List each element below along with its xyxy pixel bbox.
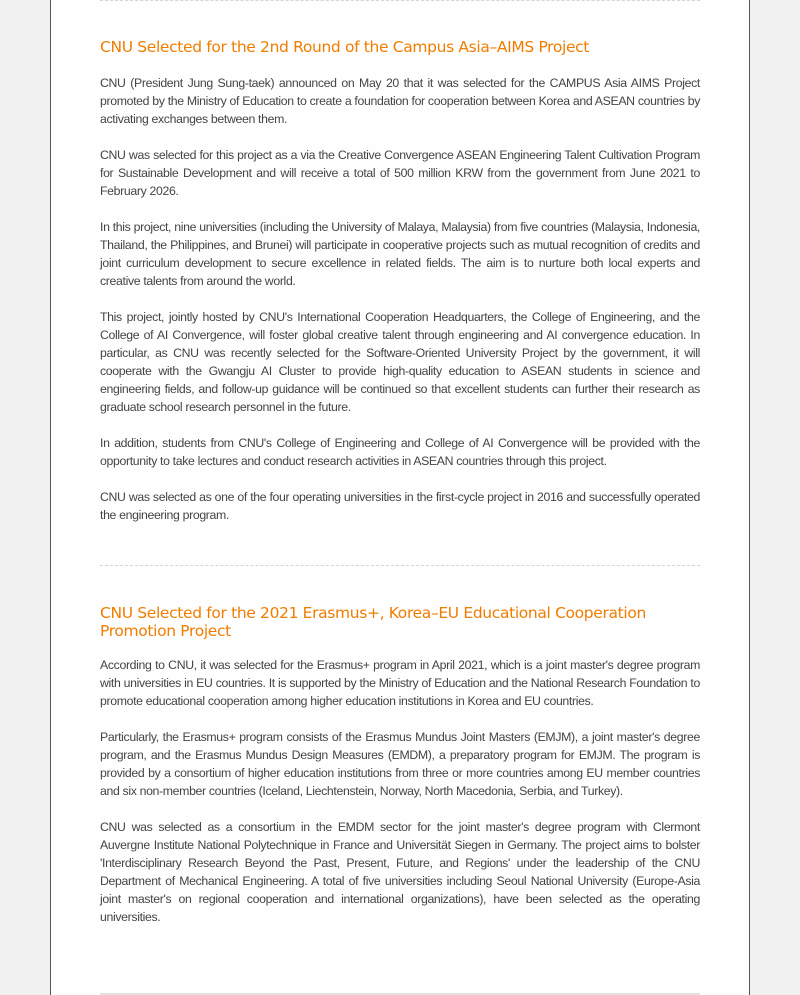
article-paragraph: In this project, nine universities (including the University of Malaya, Malaysia) from five countries (Malaysia, Indonesia, Thailand, the Philippines, and Brunei) will participate in cooperative projects such as mutual recognition of credits and joint curriculum development to secure excellence in related fields. The aim is to nurture both local experts and creative talents from around the world. <box>100 220 700 288</box>
content-panel <box>50 0 750 995</box>
section-divider <box>100 565 700 566</box>
section-divider <box>100 0 700 1</box>
article-title: CNU Selected for the 2021 Erasmus+, Korea–EU Educational Cooperation Promotion Project <box>100 604 646 640</box>
article-erasmus <box>100 604 700 944</box>
article-paragraph: According to CNU, it was selected for the Erasmus+ program in April 2021, which is a joint master's degree program with universities in EU countries. It is supported by the Ministry of Education and the National Research Foundation to promote educational cooperation among higher education institutions in Korea and EU countries. <box>100 658 700 708</box>
article-paragraph: CNU was selected for this project as a via the Creative Convergence ASEAN Engineering Talent Cultivation Program for Sustainable Development and will receive a total of 500 million KRW from the government from June 2021 to February 2026. <box>100 148 700 198</box>
article-paragraph: CNU was selected as a consortium in the EMDM sector for the joint master's degree program with Clermont Auvergne Institute National Polytechnique in France and Universität Siegen in Germany. The project aims to bolster 'Interdisciplinary Research Beyond the Past, Present, Future, and Regions' under the leadership of the CNU Department of Mechanical Engineering. A total of five universities including Seoul National University (Europe-Asia joint master's on regional cooperation and international organizations), have been selected as the operating universities. <box>100 820 700 924</box>
article-paragraph: In addition, students from CNU's College of Engineering and College of AI Convergence will be provided with the opportunity to take lectures and conduct research activities in ASEAN countries through this project. <box>100 436 700 468</box>
article-paragraph: Particularly, the Erasmus+ program consists of the Erasmus Mundus Joint Masters (EMJM), a joint master's degree program, and the Erasmus Mundus Design Measures (EMDM), a preparatory program for EMJM. The program is provided by a consortium of higher education institutions from three or more countries among EU member countries and six non-member countries (Iceland, Liechtenstein, Norway, North Macedonia, Serbia, and Turkey). <box>100 730 700 798</box>
article-campus-asia <box>100 38 700 542</box>
article-paragraph: CNU was selected as one of the four operating universities in the first-cycle project in 2016 and successfully operated the engineering program. <box>100 490 700 522</box>
article-title: CNU Selected for the 2nd Round of the Campus Asia–AIMS Project <box>100 38 590 56</box>
article-paragraph: This project, jointly hosted by CNU's International Cooperation Headquarters, the College of Engineering, and the College of AI Convergence, will foster global creative talent through engineering and AI convergence education. In particular, as CNU was recently selected for the Software-Oriented University Project by the government, it will cooperate with the Gwangju AI Cluster to provide high-quality education to ASEAN students in science and engineering fields, and follow-up guidance will be continued so that excellent students can further their research as graduate school research personnel in the future. <box>100 310 700 414</box>
article-paragraph: CNU (President Jung Sung-taek) announced on May 20 that it was selected for the CAMPUS Asia AIMS Project promoted by the Ministry of Education to create a foundation for cooperation between Korea and ASEAN countries by activating exchanges between them. <box>100 76 700 126</box>
